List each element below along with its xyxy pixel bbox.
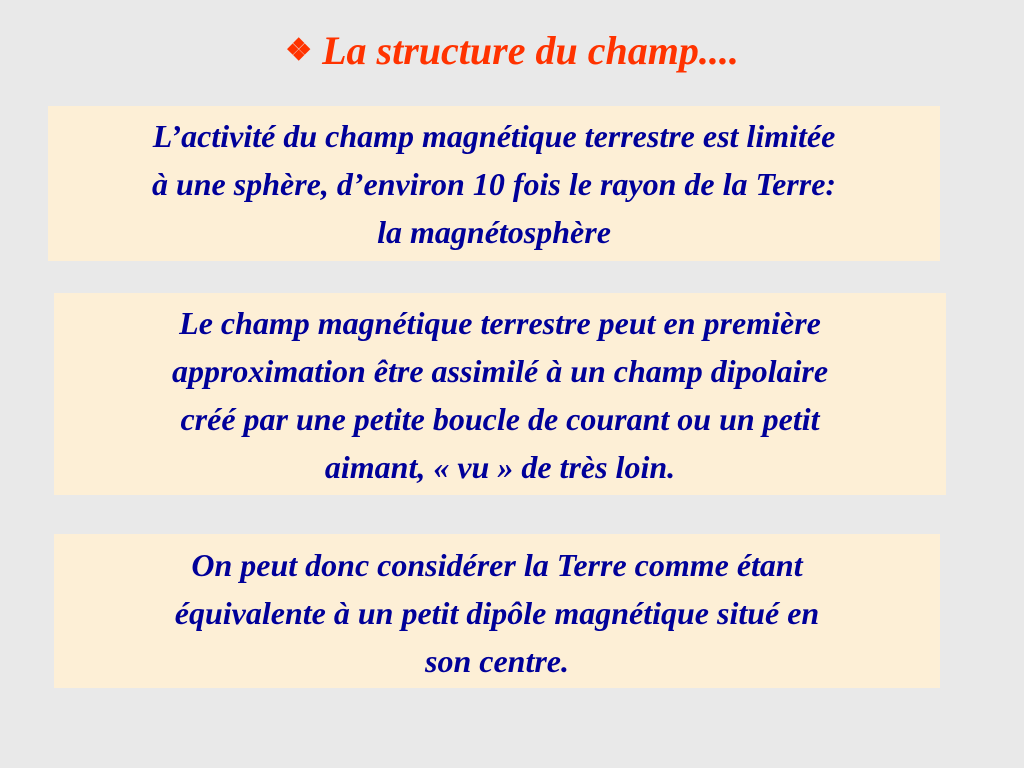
text-line: équivalente à un petit dipôle magnétique situé en [174,595,820,631]
text-line: à une sphère, d’environ 10 fois le rayon de la Terre: [151,166,837,202]
text-box-magnetosphere [48,106,940,261]
diamond-bullet-icon: ❖ [285,34,313,67]
text-line: aimant, « vu » de très loin. [324,449,676,485]
text-box-dipole-approximation [54,293,946,495]
text-line: approximation être assimilé à un champ dipolaire [171,353,829,389]
text-line: L’activité du champ magnétique terrestre est limitée [152,118,836,154]
slide-title-text: La structure du champ.... [322,28,739,73]
text-line: créé par une petite boucle de courant ou un petit [180,401,820,437]
text-box-earth-dipole [54,534,940,688]
text-line: son centre. [425,643,569,679]
text-line: la magnétosphère [377,214,611,250]
slide-title [0,24,1024,78]
text-line: On peut donc considérer la Terre comme étant [191,547,803,583]
text-line: Le champ magnétique terrestre peut en première [179,305,821,341]
